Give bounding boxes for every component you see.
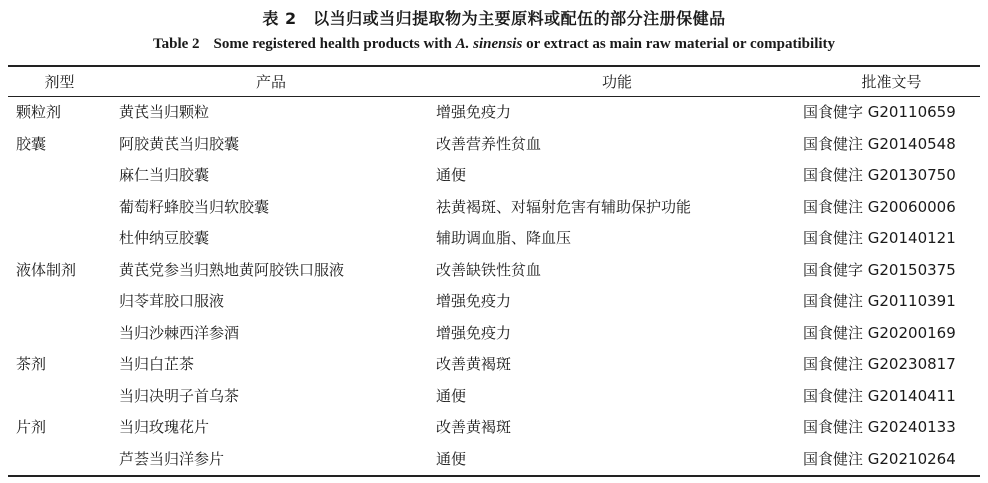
product-cell: 麻仁当归胶囊 <box>119 166 210 185</box>
caption-text-prefix: Some registered health products with <box>213 36 456 52</box>
dosage-form-cell: 片剂 <box>16 418 47 437</box>
header-dosage-form: 剂型 <box>44 73 75 91</box>
table-number: Table 2 <box>152 36 200 52</box>
function-cell: 增强免疫力 <box>436 103 512 122</box>
function-cell: 改善黄褐斑 <box>436 355 512 374</box>
header-function: 功能 <box>601 73 632 91</box>
table-bottom-rule <box>8 475 980 477</box>
approval-number-cell: 国食健注 G20210264 <box>803 449 956 468</box>
caption-text-suffix: or extract as main raw material or compatibility <box>522 36 836 52</box>
approval-number-cell: 国食健字 G20150375 <box>803 260 956 279</box>
dosage-form-cell: 胶囊 <box>16 134 47 153</box>
dosage-form-cell: 颗粒剂 <box>16 103 62 122</box>
table-row <box>8 285 980 317</box>
product-cell: 当归白芷茶 <box>119 355 195 374</box>
product-cell: 黄芪党参当归熟地黄阿胶铁口服液 <box>119 260 345 279</box>
dosage-form-cell <box>8 285 111 317</box>
function-cell: 通便 <box>436 449 467 468</box>
table-row <box>8 380 980 412</box>
table-row <box>8 443 980 475</box>
approval-number-cell: 国食健注 G20060006 <box>803 197 956 216</box>
function-cell: 改善营养性贫血 <box>436 134 542 153</box>
dosage-form-cell <box>8 159 111 191</box>
product-cell: 杜仲纳豆胶囊 <box>119 229 210 248</box>
table-header-row <box>8 67 980 96</box>
product-cell: 阿胶黄芪当归胶囊 <box>119 134 240 153</box>
table-row <box>8 254 980 286</box>
function-cell: 通便 <box>436 386 467 405</box>
function-cell: 增强免疫力 <box>436 292 512 311</box>
health-products-table <box>8 67 980 474</box>
dosage-form-cell <box>8 191 111 223</box>
table-caption-chinese: 表 2 以当归或当归提取物为主要原料或配伍的部分注册保健品 <box>262 9 726 28</box>
approval-number-cell: 国食健注 G20140411 <box>803 386 956 405</box>
product-cell: 芦荟当归洋参片 <box>119 449 225 468</box>
product-cell: 当归沙棘西洋参酒 <box>119 323 240 342</box>
product-cell: 当归玫瑰花片 <box>119 418 210 437</box>
table-row <box>8 348 980 380</box>
caption-species-name: A. sinensis <box>455 36 523 52</box>
table-row <box>8 222 980 254</box>
approval-number-cell: 国食健注 G20140121 <box>803 229 956 248</box>
function-cell: 祛黄褐斑、对辐射危害有辅助保护功能 <box>436 197 692 216</box>
approval-number-cell: 国食健注 G20200169 <box>803 323 956 342</box>
dosage-form-cell <box>8 317 111 349</box>
header-approval-number: 批准文号 <box>861 73 922 91</box>
table-row <box>8 96 980 128</box>
table-row <box>8 411 980 443</box>
function-cell: 改善黄褐斑 <box>436 418 512 437</box>
approval-number-cell: 国食健注 G20130750 <box>803 166 956 185</box>
function-cell: 辅助调血脂、降血压 <box>436 229 572 248</box>
dosage-form-cell <box>8 443 111 475</box>
dosage-form-cell <box>8 222 111 254</box>
header-product: 产品 <box>255 73 286 91</box>
product-cell: 葡萄籽蜂胶当归软胶囊 <box>119 197 270 216</box>
dosage-form-cell <box>8 380 111 412</box>
approval-number-cell: 国食健注 G20240133 <box>803 418 956 437</box>
function-cell: 增强免疫力 <box>436 323 512 342</box>
function-cell: 改善缺铁性贫血 <box>436 260 542 279</box>
table-row <box>8 128 980 160</box>
approval-number-cell: 国食健注 G20110391 <box>803 292 956 311</box>
approval-number-cell: 国食健注 G20230817 <box>803 355 956 374</box>
dosage-form-cell: 茶剂 <box>16 355 47 374</box>
approval-number-cell: 国食健字 G20110659 <box>803 103 956 122</box>
table-row <box>8 317 980 349</box>
function-cell: 通便 <box>436 166 467 185</box>
product-cell: 黄芪当归颗粒 <box>119 103 210 122</box>
table-caption-english <box>0 36 988 53</box>
table-row <box>8 191 980 223</box>
product-cell: 当归决明子首乌茶 <box>119 386 240 405</box>
table-row <box>8 159 980 191</box>
approval-number-cell: 国食健注 G20140548 <box>803 134 956 153</box>
product-cell: 归苓茸胶口服液 <box>119 292 225 311</box>
dosage-form-cell: 液体制剂 <box>16 260 77 279</box>
